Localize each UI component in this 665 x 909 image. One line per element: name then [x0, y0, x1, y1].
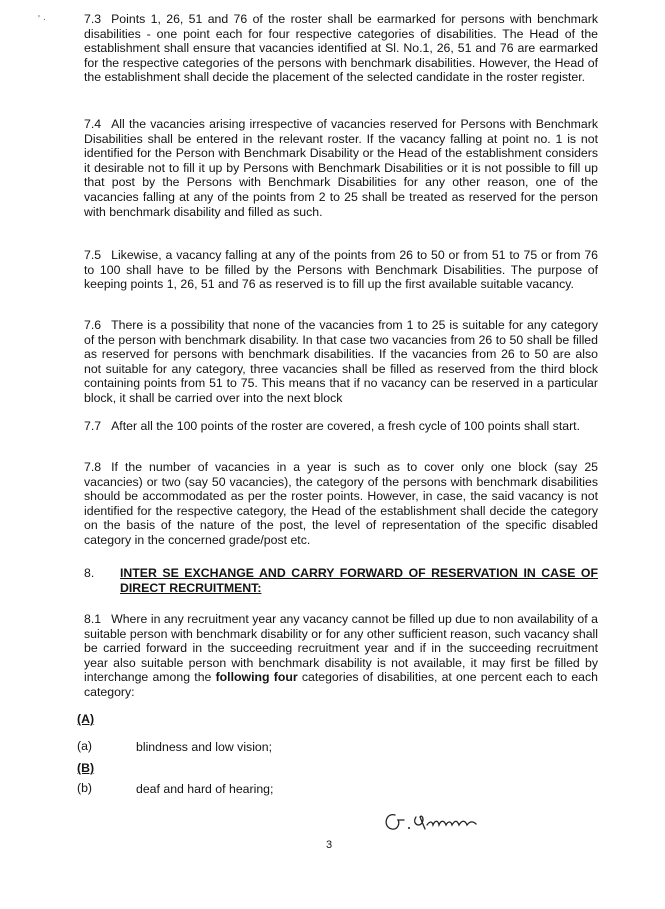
paragraph-7-4 [84, 117, 598, 219]
paragraph-number: 8.1 [84, 612, 102, 626]
list-item-text: deaf and hard of hearing; [136, 782, 274, 796]
paragraph-text: All the vacancies arising irrespective of vacancies reserved for Persons with Benchmark Disabilities shall be entered in the relevant roster. If the vacancy falling at point no. 1 is not identified for the Person with Benchmark Disability or the Head of the establishment considers it desirable not to fill it up by Persons with Benchmark Disabilities or it is not possible to fill up that post by the Persons with Benchmark Disabilities for any other reason, one of the vacancies falling at any of the points from 2 to 25 shall be treated as reserved for the person with benchmark disability and filled as such. [84, 117, 598, 219]
paragraph-number: 7.8 [84, 460, 102, 474]
paragraph-text: There is a possibility that none of the vacancies from 1 to 25 is suitable for any category of the person with benchmark disability. In that case two vacancies from 26 to 50 shall be filled as reserved for persons with benchmark disabilities. If the vacancies from 26 to 50 are also not suitable for any category, three vacancies shall be filled as reserved from the third block containing points from 51 to 75. This means that if no vacancy can be reserved in a particular block, it shall be carried over into the next block [84, 318, 598, 405]
category-label-b: (B) [77, 761, 95, 775]
paragraph-text: After all the 100 points of the roster are covered, a fresh cycle of 100 points shall start. [111, 419, 581, 433]
section-number: 8. [84, 566, 95, 580]
paragraph-7-3 [84, 12, 598, 85]
paragraph-7-7 [84, 419, 598, 434]
paragraph-number: 7.5 [84, 248, 102, 262]
bold-phrase: following four [215, 670, 298, 685]
paragraph-number: 7.7 [84, 419, 102, 433]
list-item-text: blindness and low vision; [136, 740, 273, 754]
paragraph-number: 7.4 [84, 117, 102, 131]
paragraph-text: Likewise, a vacancy falling at any of the points from 26 to 50 or from 51 to 75 or from 76 to 100 shall have to be filled by the Persons with Benchmark Disabilities. The purpose of keeping points 1, 26, 51 and 76 as reserved is to fill up the first available suitable vacancy. [84, 248, 598, 292]
paragraph-text: Points 1, 26, 51 and 76 of the roster shall be earmarked for persons with benchmark disabilities - one point each for four respective categories of disabilities. The Head of the establishment shall ensure that vacancies identified at Sl. No.1, 26, 51 and 76 are earmarked for the respective categories of the persons with benchmark disabilities. However, the Head of the establishment shall decide the placement of the selected candidate in the roster register. [84, 12, 598, 85]
paragraph-text-end: categories of disabilities, at one percent each to each category: [84, 670, 598, 699]
paragraph-number: 7.3 [84, 12, 102, 26]
paragraph-7-5 [84, 248, 598, 292]
section-title: INTER SE EXCHANGE AND CARRY FORWARD OF RESERVATION IN CASE OF DIRECT RECRUITMENT: [120, 566, 598, 595]
page-number: 3 [326, 839, 333, 851]
signature-image [380, 805, 505, 835]
list-item-number: (a) [77, 739, 93, 753]
paragraph-7-6 [84, 318, 598, 406]
category-label-a: (A) [77, 712, 95, 726]
margin-mark: ' · [38, 14, 47, 25]
paragraph-text: If the number of vacancies in a year is such as to cover only one block (say 25 vacancies) or two (say 50 vacancies), the category of the persons with benchmark disabilities should be accommodated as per the roster points. However, in case, the said vacancy is not identified for the respective category, the Head of the establishment shall decide the category on the basis of the nature of the post, the level of representation of the specific disabled category in the concerned grade/post etc. [84, 460, 598, 547]
paragraph-8-1 [84, 612, 598, 700]
paragraph-text: Where in any recruitment year any vacancy cannot be filled up due to non availability of a suitable person with benchmark disability or for any other sufficient reason, such vacancy shall be carried forward in the succeeding recruitment year and if in the succeeding recruitment year also suitable person with benchmark disability is not available, it may first be filled by interchange among the [84, 612, 598, 685]
paragraph-number: 7.6 [84, 318, 102, 332]
list-item-number: (b) [77, 781, 93, 795]
paragraph-7-8 [84, 460, 598, 548]
